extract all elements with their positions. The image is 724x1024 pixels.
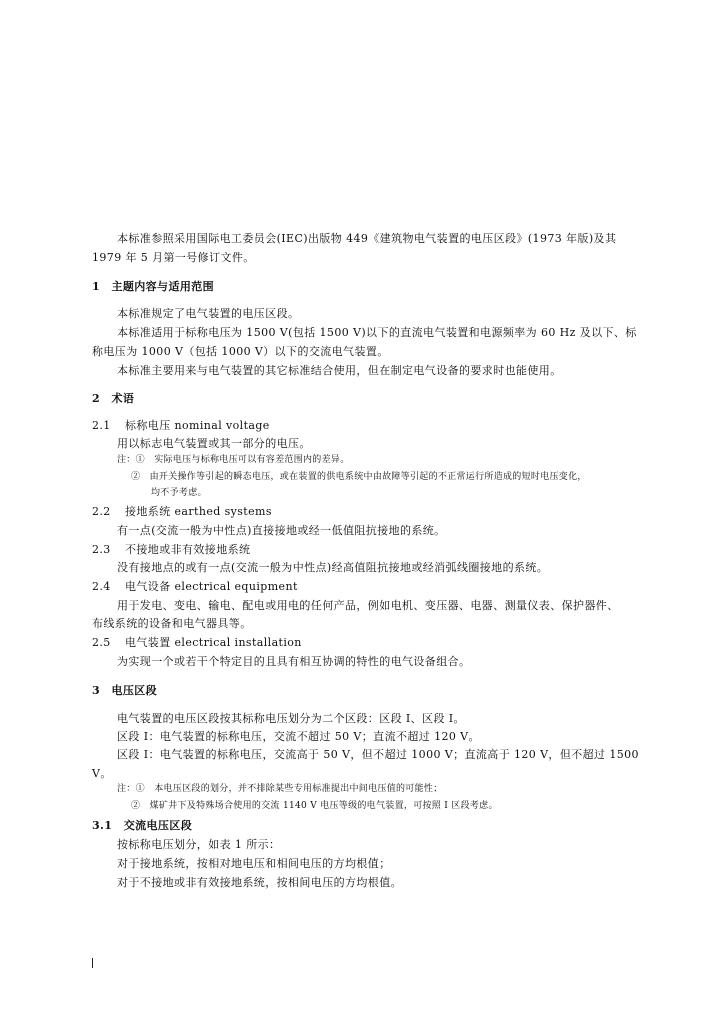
- term-2-1-title: 标称电压 nominal voltage: [125, 419, 270, 432]
- term-2-4-definition-a: 用于发电、变电、输电、配电或用电的任何产品，例如电机、变压器、电器、测量仪表、保护器件、: [117, 599, 619, 612]
- term-2-5-number: 2.5: [92, 636, 111, 649]
- term-2-2-number: 2.2: [92, 505, 111, 518]
- section-1-para-2a: 本标准适用于标称电压为 1500 V(包括 1500 V)以下的直流电气装置和电源频率为 60 Hz 及以下、标: [117, 326, 637, 339]
- section-3-1-heading: 3.1 交流电压区段: [92, 819, 193, 832]
- intro-line-2: 1979 年 5 月第一号修订文件。: [92, 251, 255, 264]
- term-2-5-title: 电气装置 electrical installation: [125, 636, 302, 649]
- section-1-para-3: 本标准主要用来与电气装置的其它标准结合使用，但在制定电气设备的要求时也能使用。: [117, 364, 562, 377]
- section-3-para-3b: V。: [92, 767, 112, 780]
- section-2-heading: 2 术语: [92, 392, 135, 405]
- section-1-heading: 1 主题内容与适用范围: [92, 280, 215, 293]
- section-3-para-1: 电气装置的电压区段按其标称电压划分为二个区段：区段 I、区段 I。: [117, 712, 465, 725]
- term-2-1-definition: 用以标志电气装置或其一部分的电压。: [117, 437, 311, 450]
- section-3-para-2: 区段 I：电气装置的标称电压，交流不超过 50 V；直流不超过 120 V。: [117, 730, 480, 743]
- term-2-2-definition: 有一点(交流一般为中性点)直接接地或经一低值阻抗接地的系统。: [117, 524, 446, 537]
- section-1-para-2b: 称电压为 1000 V（包括 1000 V）以下的交流电气装置。: [92, 345, 389, 358]
- term-2-3-definition: 没有接地点的或有一点(交流一般为中性点)经高值阻抗接地或经消弧线圈接地的系统。: [117, 561, 549, 574]
- term-2-1-note-1: 注：① 实际电压与标称电压可以有容差范围内的差异。: [117, 455, 350, 465]
- term-2-1-note-2: ② 由开关操作等引起的瞬态电压，或在装置的供电系统中由故障等引起的不正常运行所造成的短时电压变化，: [131, 472, 587, 482]
- section-3-note-1: 注：① 本电压区段的划分，并不排除某些专用标准提出中间电压值的可能性；: [117, 784, 443, 794]
- term-2-3-title: 不接地或非有效接地系统: [125, 543, 251, 556]
- section-3-heading: 3 电压区段: [92, 684, 158, 697]
- term-2-5-definition: 为实现一个或若干个特定目的且具有相互协调的特性的电气设备组合。: [117, 655, 471, 668]
- term-2-3-number: 2.3: [92, 543, 111, 556]
- page-edge-mark: [92, 958, 93, 968]
- term-2-1-number: 2.1: [92, 419, 111, 432]
- section-3-1-para-2: 对于接地系统，按相对地电压和相间电压的方均根值；: [117, 857, 391, 870]
- section-3-1-para-3: 对于不接地或非有效接地系统，按相间电压的方均根值。: [117, 876, 402, 889]
- section-3-note-2: ② 煤矿井下及特殊场合使用的交流 1140 V 电压等级的电气装置，可按照 I 区段考虑。: [131, 801, 498, 811]
- section-1-para-1: 本标准规定了电气装置的电压区段。: [117, 307, 300, 320]
- section-3-para-3a: 区段 I：电气装置的标称电压，交流高于 50 V，但不超过 1000 V；直流高于 120 V，但不超过 1500: [117, 748, 639, 761]
- intro-line-1: 本标准参照采用国际电工委员会(IEC)出版物 449《建筑物电气装置的电压区段》(1973 年版)及其: [117, 232, 617, 245]
- section-3-1-para-1: 按标称电压划分，如表 1 所示：: [117, 838, 281, 851]
- term-2-4-number: 2.4: [92, 580, 111, 593]
- term-2-2-title: 接地系统 earthed systems: [125, 505, 272, 518]
- term-2-1-note-2-cont: 均不予考虑。: [151, 488, 207, 498]
- term-2-4-title: 电气设备 electrical equipment: [125, 580, 298, 593]
- term-2-4-definition-b: 布线系统的设备和电气器具等。: [92, 617, 252, 630]
